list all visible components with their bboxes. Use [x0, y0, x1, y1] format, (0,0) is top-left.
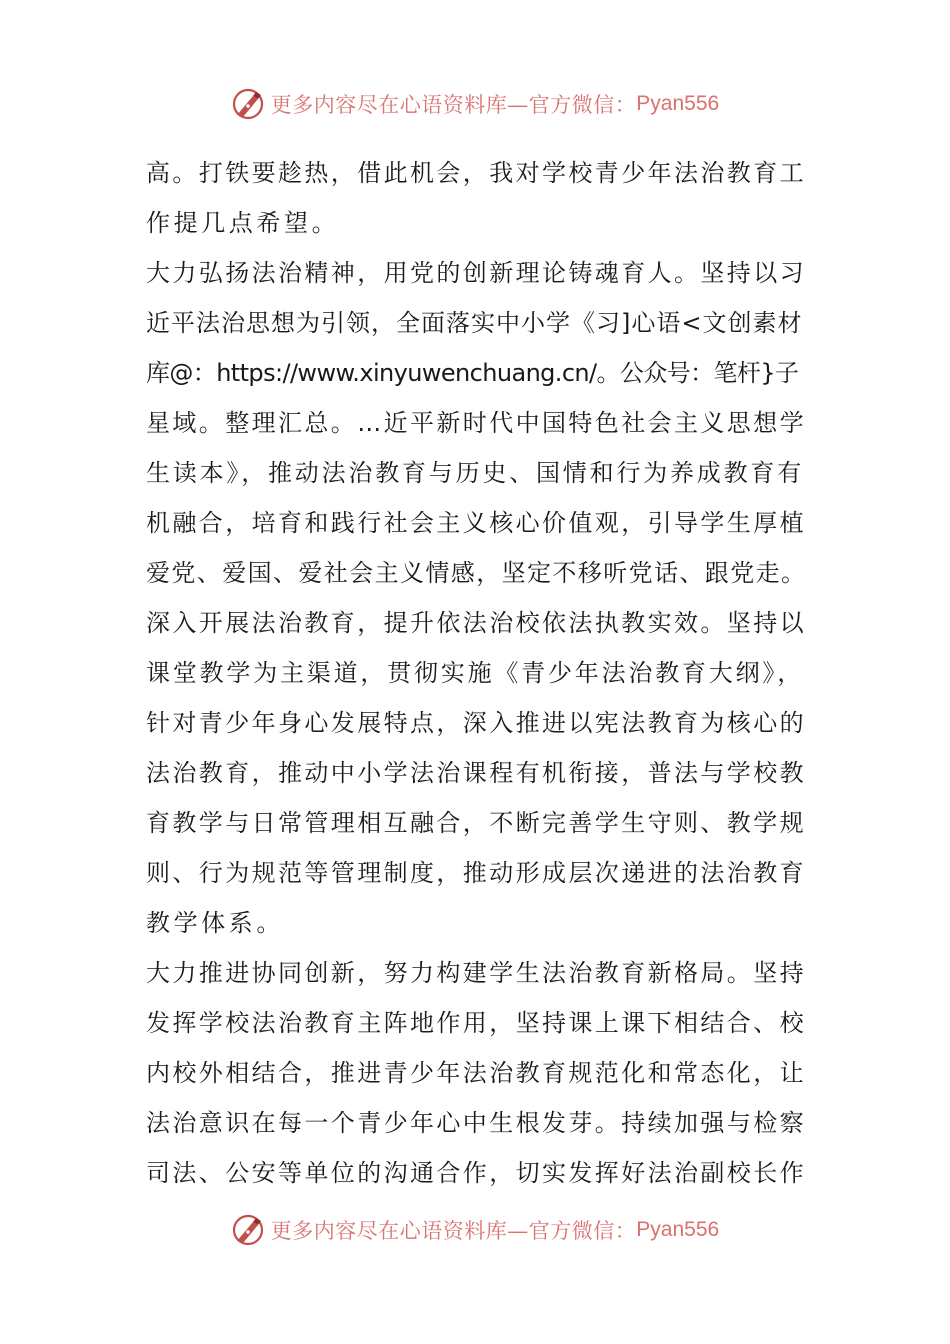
- fountain-pen-logo-icon: [231, 87, 265, 121]
- footer-watermark-banner: [0, 1208, 950, 1252]
- text-line: 课堂教学为主渠道，贯彻实施《青少年法治教育大纲》，: [146, 659, 804, 687]
- text-line: 大力弘扬法治精神，用党的创新理论铸魂育人。坚持以习: [146, 259, 806, 287]
- text-line: 生读本》，推动法治教育与历史、国情和行为养成教育有: [146, 459, 804, 487]
- banner-text: 更多内容尽在心语资料库—官方微信：: [270, 1219, 637, 1243]
- text-line: 则、行为规范等管理制度，推动形成层次递进的法治教育: [146, 859, 806, 887]
- text-line: 爱党、爱国、爱社会主义情感，坚定不移听党话、跟党走。: [146, 559, 807, 587]
- text-line: 司法、公安等单位的沟通合作，切实发挥好法治副校长作: [146, 1159, 806, 1187]
- text-line: 针对青少年身心发展特点，深入推进以宪法教育为核心的: [146, 709, 806, 737]
- banner-handle: Pyan556: [636, 1218, 720, 1241]
- banner-text: 更多内容尽在心语资料库—官方微信：: [270, 93, 637, 117]
- text-line: 法治意识在每一个青少年心中生根发芽。持续加强与检察: [146, 1109, 806, 1137]
- text-line: 育教学与日常管理相互融合，不断完善学生守则、教学规: [146, 809, 806, 837]
- text-line: 发挥学校法治教育主阵地作用，坚持课上课下相结合、校: [146, 1009, 806, 1037]
- banner-handle: Pyan556: [636, 92, 720, 115]
- text-line: 机融合，培育和践行社会主义核心价值观，引导学生厚植: [146, 509, 806, 537]
- text-line: 作提几点希望。: [146, 209, 340, 237]
- text-line: 近平法治思想为引领，全面落实中小学《习]心语<文创素材: [146, 309, 803, 337]
- fountain-pen-logo-icon: [231, 1213, 265, 1247]
- text-line: 教学体系。: [146, 909, 284, 937]
- text-line: 法治教育，推动中小学法治课程有机衔接，普法与学校教: [146, 759, 806, 787]
- document-body: [146, 148, 806, 1198]
- text-line: 高。打铁要趁热，借此机会，我对学校青少年法治教育工: [146, 159, 806, 187]
- text-line: 深入开展法治教育，提升依法治校依法执教实效。坚持以: [146, 609, 806, 637]
- header-watermark-banner: [0, 82, 950, 126]
- text-line-url: 库@：https://www.xinyuwenchuang.cn/。公众号：笔杆}子: [146, 359, 799, 387]
- text-line: 内校外相结合，推进青少年法治教育规范化和常态化，让: [146, 1059, 806, 1087]
- text-line: 星域。整理汇总。…近平新时代中国特色社会主义思想学: [146, 409, 806, 437]
- text-line: 大力推进协同创新，努力构建学生法治教育新格局。坚持: [146, 959, 806, 987]
